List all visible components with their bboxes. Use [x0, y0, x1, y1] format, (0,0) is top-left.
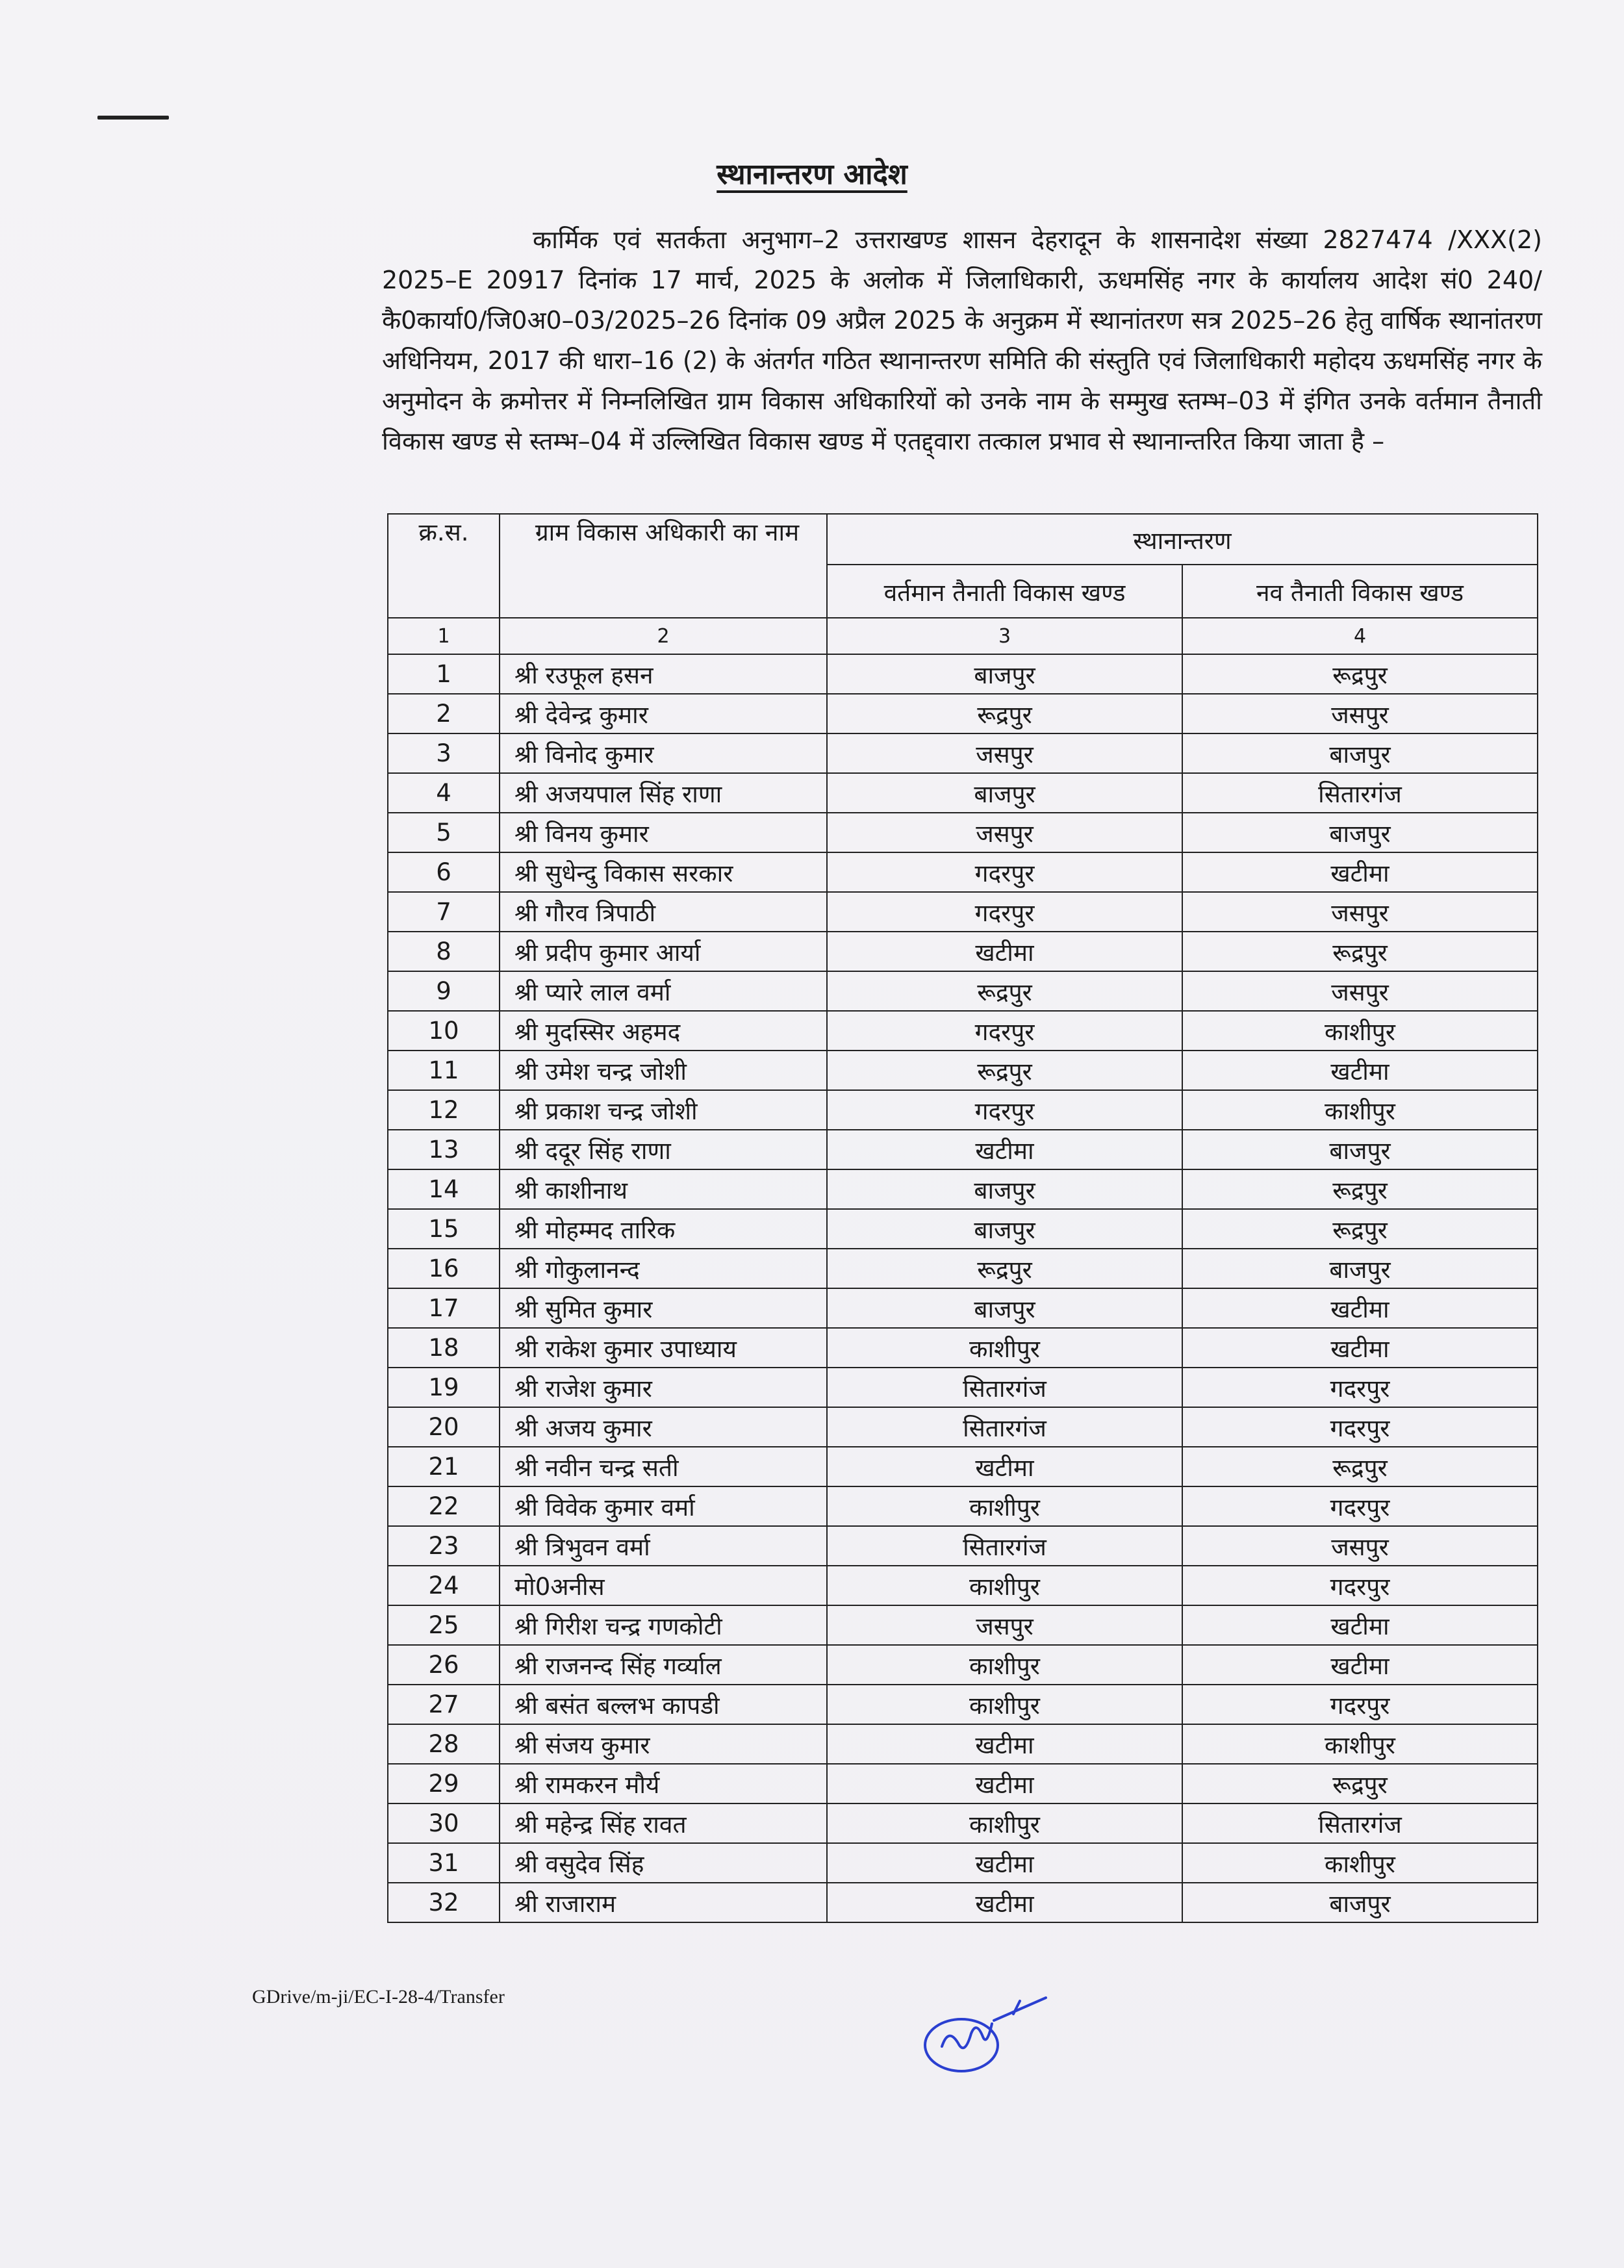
- table-row: [388, 1843, 1538, 1883]
- table-row: [388, 971, 1538, 1011]
- table-row: [388, 1764, 1538, 1803]
- serial-number-cell: 21: [388, 1447, 500, 1486]
- serial-number-cell: 19: [388, 1368, 500, 1407]
- table-row: [388, 1011, 1538, 1051]
- new-block-cell: बाजपुर: [1182, 1130, 1538, 1169]
- table-row: [388, 1328, 1538, 1368]
- current-block-cell: काशीपुर: [827, 1803, 1182, 1843]
- table-row: [388, 1526, 1538, 1566]
- serial-number-cell: 13: [388, 1130, 500, 1169]
- officer-name-cell: मो0अनीस: [500, 1566, 827, 1605]
- current-block-cell: खटीमा: [827, 1883, 1182, 1922]
- officer-name-cell: श्री राजेश कुमार: [500, 1368, 827, 1407]
- new-block-cell: बाजपुर: [1182, 1883, 1538, 1922]
- table-row: [388, 1209, 1538, 1249]
- officer-name-cell: श्री मुदस्सिर अहमद: [500, 1011, 827, 1051]
- table-row: [388, 1486, 1538, 1526]
- current-block-cell: बाजपुर: [827, 1209, 1182, 1249]
- officer-name-cell: श्री बसंत बल्लभ कापडी: [500, 1685, 827, 1724]
- serial-number-cell: 22: [388, 1486, 500, 1526]
- new-block-cell: गदरपुर: [1182, 1566, 1538, 1605]
- current-block-cell: बाजपुर: [827, 654, 1182, 694]
- serial-number-cell: 12: [388, 1090, 500, 1130]
- new-block-cell: काशीपुर: [1182, 1843, 1538, 1883]
- serial-number-cell: 14: [388, 1169, 500, 1209]
- table-row: [388, 733, 1538, 773]
- new-block-cell: जसपुर: [1182, 1526, 1538, 1566]
- new-block-cell: रूद्रपुर: [1182, 1169, 1538, 1209]
- table-row: [388, 1407, 1538, 1447]
- new-block-cell: खटीमा: [1182, 1051, 1538, 1090]
- new-block-cell: गदरपुर: [1182, 1407, 1538, 1447]
- table-row: [388, 892, 1538, 932]
- new-block-cell: रूद्रपुर: [1182, 932, 1538, 971]
- current-block-cell: खटीमा: [827, 1447, 1182, 1486]
- new-block-cell: सितारगंज: [1182, 1803, 1538, 1843]
- table-row: [388, 1169, 1538, 1209]
- officer-name-cell: श्री विनोद कुमार: [500, 733, 827, 773]
- serial-number-cell: 20: [388, 1407, 500, 1447]
- table-row: [388, 1803, 1538, 1843]
- header-new-block: नव तैनाती विकास खण्ड: [1182, 565, 1538, 618]
- serial-number-cell: 25: [388, 1605, 500, 1645]
- footer-file-path: GDrive/m-ji/EC-I-28-4/Transfer: [252, 1986, 505, 2007]
- margin-dash-mark: [97, 116, 169, 120]
- page-title: स्थानान्तरण आदेश: [717, 158, 907, 191]
- serial-number-cell: 6: [388, 852, 500, 892]
- new-block-cell: खटीमा: [1182, 1288, 1538, 1328]
- current-block-cell: गदरपुर: [827, 1090, 1182, 1130]
- current-block-cell: काशीपुर: [827, 1328, 1182, 1368]
- officer-name-cell: श्री वसुदेव सिंह: [500, 1843, 827, 1883]
- serial-number-cell: 27: [388, 1685, 500, 1724]
- officer-name-cell: श्री मोहम्मद तारिक: [500, 1209, 827, 1249]
- current-block-cell: काशीपुर: [827, 1645, 1182, 1685]
- table-row: [388, 1051, 1538, 1090]
- officer-name-cell: श्री नवीन चन्द्र सती: [500, 1447, 827, 1486]
- current-block-cell: जसपुर: [827, 1605, 1182, 1645]
- new-block-cell: रूद्रपुर: [1182, 1764, 1538, 1803]
- current-block-cell: खटीमा: [827, 1724, 1182, 1764]
- current-block-cell: बाजपुर: [827, 1169, 1182, 1209]
- serial-number-cell: 4: [388, 773, 500, 813]
- current-block-cell: जसपुर: [827, 733, 1182, 773]
- current-block-cell: बाजपुर: [827, 1288, 1182, 1328]
- officer-name-cell: श्री राकेश कुमार उपाध्याय: [500, 1328, 827, 1368]
- table-row: [388, 852, 1538, 892]
- current-block-cell: गदरपुर: [827, 1011, 1182, 1051]
- new-block-cell: जसपुर: [1182, 971, 1538, 1011]
- officer-name-cell: श्री विनय कुमार: [500, 813, 827, 852]
- column-number: 2: [500, 618, 827, 654]
- serial-number-cell: 26: [388, 1645, 500, 1685]
- serial-number-cell: 9: [388, 971, 500, 1011]
- table-row: [388, 694, 1538, 733]
- officer-name-cell: श्री गिरीश चन्द्र गणकोटी: [500, 1605, 827, 1645]
- new-block-cell: काशीपुर: [1182, 1011, 1538, 1051]
- officer-name-cell: श्री त्रिभुवन वर्मा: [500, 1526, 827, 1566]
- current-block-cell: खटीमा: [827, 932, 1182, 971]
- officer-name-cell: श्री देवेन्द्र कुमार: [500, 694, 827, 733]
- current-block-cell: रूद्रपुर: [827, 1051, 1182, 1090]
- current-block-cell: गदरपुर: [827, 852, 1182, 892]
- table-row: [388, 654, 1538, 694]
- current-block-cell: जसपुर: [827, 813, 1182, 852]
- new-block-cell: गदरपुर: [1182, 1685, 1538, 1724]
- column-number: 1: [388, 618, 500, 654]
- serial-number-cell: 23: [388, 1526, 500, 1566]
- officer-name-cell: श्री ददूर सिंह राणा: [500, 1130, 827, 1169]
- officer-name-cell: श्री राजाराम: [500, 1883, 827, 1922]
- new-block-cell: खटीमा: [1182, 852, 1538, 892]
- officer-name-cell: श्री सुधेन्दु विकास सरकार: [500, 852, 827, 892]
- new-block-cell: रूद्रपुर: [1182, 1209, 1538, 1249]
- serial-number-cell: 8: [388, 932, 500, 971]
- table-row: [388, 773, 1538, 813]
- officer-name-cell: श्री रामकरन मौर्य: [500, 1764, 827, 1803]
- serial-number-cell: 5: [388, 813, 500, 852]
- serial-number-cell: 7: [388, 892, 500, 932]
- officer-name-cell: श्री गोकुलानन्द: [500, 1249, 827, 1288]
- serial-number-cell: 1: [388, 654, 500, 694]
- officer-name-cell: श्री अजय कुमार: [500, 1407, 827, 1447]
- serial-number-cell: 15: [388, 1209, 500, 1249]
- current-block-cell: बाजपुर: [827, 773, 1182, 813]
- current-block-cell: खटीमा: [827, 1764, 1182, 1803]
- serial-number-cell: 30: [388, 1803, 500, 1843]
- current-block-cell: सितारगंज: [827, 1368, 1182, 1407]
- header-current-block: वर्तमान तैनाती विकास खण्ड: [827, 565, 1182, 618]
- current-block-cell: सितारगंज: [827, 1526, 1182, 1566]
- new-block-cell: गदरपुर: [1182, 1486, 1538, 1526]
- transfer-table: [387, 513, 1538, 1923]
- new-block-cell: काशीपुर: [1182, 1724, 1538, 1764]
- current-block-cell: गदरपुर: [827, 892, 1182, 932]
- table-row: [388, 1685, 1538, 1724]
- table-row: [388, 1368, 1538, 1407]
- header-sno: क्र.स.: [388, 514, 500, 618]
- new-block-cell: काशीपुर: [1182, 1090, 1538, 1130]
- column-number: 3: [827, 618, 1182, 654]
- new-block-cell: जसपुर: [1182, 694, 1538, 733]
- handwritten-signature: [916, 1994, 1065, 2079]
- current-block-cell: सितारगंज: [827, 1407, 1182, 1447]
- officer-name-cell: श्री उमेश चन्द्र जोशी: [500, 1051, 827, 1090]
- new-block-cell: बाजपुर: [1182, 733, 1538, 773]
- current-block-cell: काशीपुर: [827, 1566, 1182, 1605]
- table-row: [388, 1130, 1538, 1169]
- serial-number-cell: 2: [388, 694, 500, 733]
- current-block-cell: खटीमा: [827, 1843, 1182, 1883]
- table-row: [388, 1566, 1538, 1605]
- header-transfer: स्थानान्तरण: [827, 514, 1538, 565]
- serial-number-cell: 28: [388, 1724, 500, 1764]
- officer-name-cell: श्री संजय कुमार: [500, 1724, 827, 1764]
- table-row: [388, 1447, 1538, 1486]
- officer-name-cell: श्री विवेक कुमार वर्मा: [500, 1486, 827, 1526]
- current-block-cell: रूद्रपुर: [827, 1249, 1182, 1288]
- new-block-cell: खटीमा: [1182, 1645, 1538, 1685]
- table-row: [388, 1249, 1538, 1288]
- officer-name-cell: श्री अजयपाल सिंह राणा: [500, 773, 827, 813]
- table-row: [388, 1724, 1538, 1764]
- serial-number-cell: 18: [388, 1328, 500, 1368]
- new-block-cell: रूद्रपुर: [1182, 654, 1538, 694]
- current-block-cell: काशीपुर: [827, 1486, 1182, 1526]
- serial-number-cell: 16: [388, 1249, 500, 1288]
- table-row: [388, 813, 1538, 852]
- order-paragraph: कार्मिक एवं सतर्कता अनुभाग–2 उत्तराखण्ड शासन देहरादून के शासनादेश संख्या 2827474 /XXX(2) 2025–E 20917 दिनांक 17 मार्च, 2025 के अलोक में जिलाधिकारी, ऊधमसिंह नगर के कार्यालय आदेश सं0 240/कै0कार्या0/जि0अ0–03/2025–26 दिनांक 09 अप्रैल 2025 के अनुक्रम में स्थानांतरण सत्र 2025–26 हेतु वार्षिक स्थानांतरण अधिनियम, 2017 की धारा–16 (2) के अंतर्गत गठित स्थानान्तरण समिति की संस्तुति एवं जिलाधिकारी महोदय ऊधमसिंह नगर के अनुमोदन के क्रमोत्तर में निम्नलिखित ग्राम विकास अधिकारियों को उनके नाम के सम्मुख स्तम्भ–03 में इंगित उनके वर्तमान तैनाती विकास खण्ड से स्तम्भ–04 में उल्लिखित विकास खण्ड में एतद्द्वारा तत्काल प्रभाव से स्थानान्तरित किया जाता है –: [382, 225, 1542, 455]
- officer-name-cell: श्री काशीनाथ: [500, 1169, 827, 1209]
- table-row: [388, 1605, 1538, 1645]
- serial-number-cell: 3: [388, 733, 500, 773]
- column-number-row: [388, 618, 1538, 654]
- table-row: [388, 1090, 1538, 1130]
- table-row: [388, 1883, 1538, 1922]
- new-block-cell: जसपुर: [1182, 892, 1538, 932]
- officer-name-cell: श्री गौरव त्रिपाठी: [500, 892, 827, 932]
- officer-name-cell: श्री प्रदीप कुमार आर्या: [500, 932, 827, 971]
- officer-name-cell: श्री प्रकाश चन्द्र जोशी: [500, 1090, 827, 1130]
- current-block-cell: रूद्रपुर: [827, 694, 1182, 733]
- serial-number-cell: 10: [388, 1011, 500, 1051]
- column-number: 4: [1182, 618, 1538, 654]
- officer-name-cell: श्री राजनन्द सिंह गर्व्याल: [500, 1645, 827, 1685]
- serial-number-cell: 24: [388, 1566, 500, 1605]
- officer-name-cell: श्री महेन्द्र सिंह रावत: [500, 1803, 827, 1843]
- new-block-cell: खटीमा: [1182, 1605, 1538, 1645]
- new-block-cell: रूद्रपुर: [1182, 1447, 1538, 1486]
- serial-number-cell: 17: [388, 1288, 500, 1328]
- officer-name-cell: श्री रउफूल हसन: [500, 654, 827, 694]
- header-name: ग्राम विकास अधिकारी का नाम: [500, 514, 827, 618]
- new-block-cell: सितारगंज: [1182, 773, 1538, 813]
- new-block-cell: गदरपुर: [1182, 1368, 1538, 1407]
- table-row: [388, 1645, 1538, 1685]
- new-block-cell: बाजपुर: [1182, 1249, 1538, 1288]
- table-row: [388, 932, 1538, 971]
- officer-name-cell: श्री प्यारे लाल वर्मा: [500, 971, 827, 1011]
- serial-number-cell: 11: [388, 1051, 500, 1090]
- current-block-cell: रूद्रपुर: [827, 971, 1182, 1011]
- serial-number-cell: 29: [388, 1764, 500, 1803]
- table-row: [388, 1288, 1538, 1328]
- current-block-cell: काशीपुर: [827, 1685, 1182, 1724]
- new-block-cell: खटीमा: [1182, 1328, 1538, 1368]
- new-block-cell: बाजपुर: [1182, 813, 1538, 852]
- current-block-cell: खटीमा: [827, 1130, 1182, 1169]
- officer-name-cell: श्री सुमित कुमार: [500, 1288, 827, 1328]
- serial-number-cell: 32: [388, 1883, 500, 1922]
- serial-number-cell: 31: [388, 1843, 500, 1883]
